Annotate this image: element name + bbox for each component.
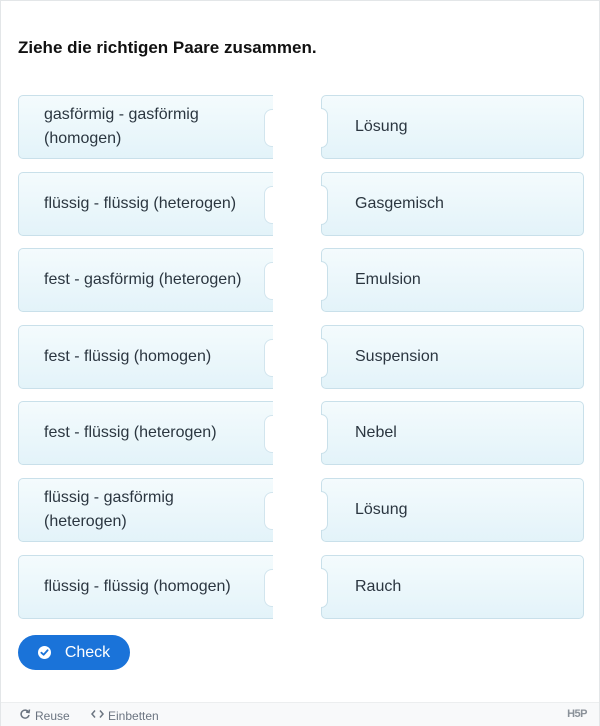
drag-item[interactable] xyxy=(18,248,273,312)
connector-notch xyxy=(264,186,273,224)
connector-tab xyxy=(321,568,328,608)
drag-item-label: gasförmig - gasförmig (homogen) xyxy=(44,106,199,147)
drop-target[interactable] xyxy=(321,555,584,619)
connector-tab xyxy=(321,261,328,301)
reuse-icon xyxy=(19,708,31,723)
connector-notch xyxy=(264,109,273,147)
drop-target-label: Suspension xyxy=(355,347,439,365)
connector-notch xyxy=(264,415,273,453)
drag-item[interactable] xyxy=(18,401,273,465)
drag-item[interactable] xyxy=(18,325,273,389)
connector-notch xyxy=(264,262,273,300)
connector-tab xyxy=(321,491,328,531)
drag-item-label: fest - flüssig (heterogen) xyxy=(44,424,217,442)
connector-notch xyxy=(264,569,273,607)
drag-item-label: flüssig - gasförmig (heterogen) xyxy=(44,488,174,530)
drop-target-label: Lösung xyxy=(355,500,408,518)
drag-item-label: fest - flüssig (homogen) xyxy=(44,347,212,365)
drop-target[interactable] xyxy=(321,248,584,312)
drop-target-label: Lösung xyxy=(355,118,408,135)
check-button[interactable] xyxy=(18,635,130,670)
connector-notch xyxy=(264,339,273,377)
drop-target[interactable] xyxy=(321,478,584,542)
drag-item-label: flüssig - flüssig (heterogen) xyxy=(44,194,237,212)
connector-notch xyxy=(264,492,273,530)
reuse-link[interactable] xyxy=(19,708,70,723)
code-icon xyxy=(91,708,104,723)
check-circle-icon xyxy=(38,646,51,659)
h5p-logo[interactable]: H5P xyxy=(567,708,587,720)
reuse-label: Reuse xyxy=(35,708,70,723)
drag-item-label: fest - gasförmig (heterogen) xyxy=(44,271,242,289)
footer-bar xyxy=(1,702,599,726)
drop-target[interactable] xyxy=(321,325,584,389)
drop-target[interactable] xyxy=(321,172,584,236)
drag-item[interactable] xyxy=(18,555,273,619)
embed-link[interactable] xyxy=(91,708,159,723)
connector-tab xyxy=(321,414,328,454)
drop-target-label: Rauch xyxy=(355,577,402,595)
drop-target-label: Gasgemisch xyxy=(355,194,444,212)
connector-tab xyxy=(321,338,328,378)
drag-item[interactable] xyxy=(18,478,273,542)
drop-target[interactable] xyxy=(321,95,584,159)
drag-item[interactable] xyxy=(18,172,273,236)
drop-target[interactable] xyxy=(321,401,584,465)
drop-target-label: Nebel xyxy=(355,424,397,442)
connector-tab xyxy=(321,108,328,148)
drop-target-label: Emulsion xyxy=(355,271,421,289)
check-button-label: Check xyxy=(64,643,111,661)
embed-label: Einbetten xyxy=(108,708,159,723)
drag-item-label: flüssig - flüssig (homogen) xyxy=(44,577,231,595)
left-column xyxy=(18,95,273,631)
drag-item[interactable] xyxy=(18,95,273,159)
connector-tab xyxy=(321,185,328,225)
task-title: Ziehe die richtigen Paare zusammen. xyxy=(18,38,317,57)
right-column xyxy=(321,95,584,631)
